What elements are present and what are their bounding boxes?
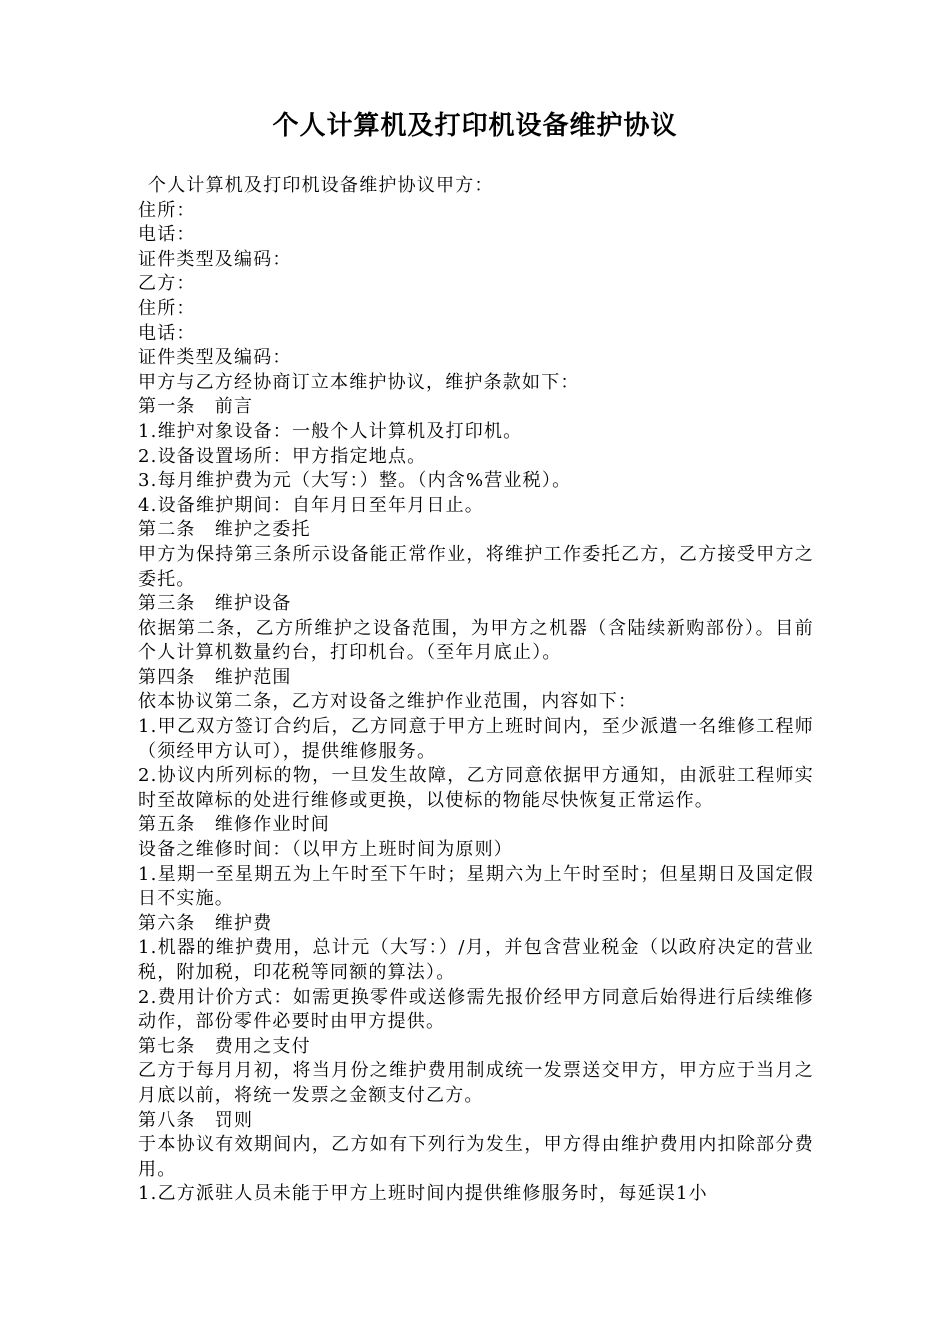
list-item: 3.每月维护费为元（大写：）整。（内含%营业税）。 [138, 470, 572, 492]
paragraph-address-a: 住所： [138, 199, 196, 221]
list-item: 4.设备维护期间：自年月日至年月日止。 [138, 494, 484, 516]
article-6-heading: 第六条 维护费 [138, 912, 273, 934]
list-item: 1.机器的维护费用，总计元（大写：）/月，并包含营业税金（以政府决定的营业税，附加税，印花税等同额的算法）。 [138, 937, 814, 983]
list-item: 1.维护对象设备：一般个人计算机及打印机。 [138, 420, 523, 442]
paragraph-id-b: 证件类型及编码： [138, 347, 292, 369]
article-5-heading: 第五条 维修作业时间 [138, 814, 330, 836]
paragraph: 甲方为保持第三条所示设备能正常作业，将维护工作委托乙方，乙方接受甲方之委托。 [138, 543, 814, 590]
paragraph: 乙方于每月月初，将当月份之维护费用制成统一发票送交甲方，甲方应于当月之月底以前，将统一发票之金额支付乙方。 [138, 1060, 814, 1106]
paragraph-phone-a: 电话： [138, 224, 196, 246]
article-8-heading: 第八条 罚则 [138, 1109, 254, 1131]
article-1-heading: 第一条 前言 [138, 396, 254, 418]
list-item: 2.设备设置场所：甲方指定地点。 [138, 445, 427, 467]
paragraph: 于本协议有效期间内，乙方如有下列行为发生，甲方得由维护费用内扣除部分费用。 [138, 1134, 814, 1180]
paragraph-phone-b: 电话： [138, 322, 196, 344]
paragraph-id-a: 证件类型及编码： [138, 248, 292, 270]
paragraph: 依据第二条，乙方所维护之设备范围，为甲方之机器（含陆续新购部份）。目前个人计算机数量约台，打印机台。（至年月底止）。 [138, 617, 814, 664]
paragraph-address-b: 住所： [138, 297, 196, 319]
list-item: 2.费用计价方式：如需更换零件或送修需先报价经甲方同意后始得进行后续维修动作，部份零件必要时由甲方提供。 [138, 986, 814, 1033]
paragraph-party-b: 乙方： [138, 273, 196, 295]
document-body [138, 174, 814, 1207]
article-7-heading: 第七条 费用之支付 [138, 1035, 311, 1057]
article-2-heading: 第二条 维护之委托 [138, 519, 311, 541]
article-4-heading: 第四条 维护范围 [138, 666, 292, 688]
list-item: 2.协议内所列标的物，一旦发生故障，乙方同意依据甲方通知，由派驻工程师实时至故障标的处进行维修或更换，以使标的物能尽快恢复正常运作。 [138, 765, 814, 811]
list-item: 1.甲乙双方签订合约后，乙方同意于甲方上班时间内，至少派遣一名维修工程师（须经甲方认可），提供维修服务。 [138, 716, 814, 762]
list-item: 1.星期一至星期五为上午时至下午时；星期六为上午时至时；但星期日及国定假日不实施。 [138, 863, 814, 910]
document-title: 个人计算机及打印机设备维护协议 [272, 111, 678, 141]
paragraph: 依本协议第二条，乙方对设备之维护作业范围，内容如下： [138, 691, 638, 713]
list-item: 1.乙方派驻人员未能于甲方上班时间内提供维修服务时，每延误1小 [138, 1183, 708, 1205]
paragraph-intro: 甲方与乙方经协商订立本维护协议，维护条款如下： [138, 371, 580, 393]
paragraph-party-a: 个人计算机及打印机设备维护协议甲方： [148, 175, 494, 196]
paragraph: 设备之维修时间：（以甲方上班时间为原则） [138, 839, 513, 861]
article-3-heading: 第三条 维护设备 [138, 593, 292, 615]
